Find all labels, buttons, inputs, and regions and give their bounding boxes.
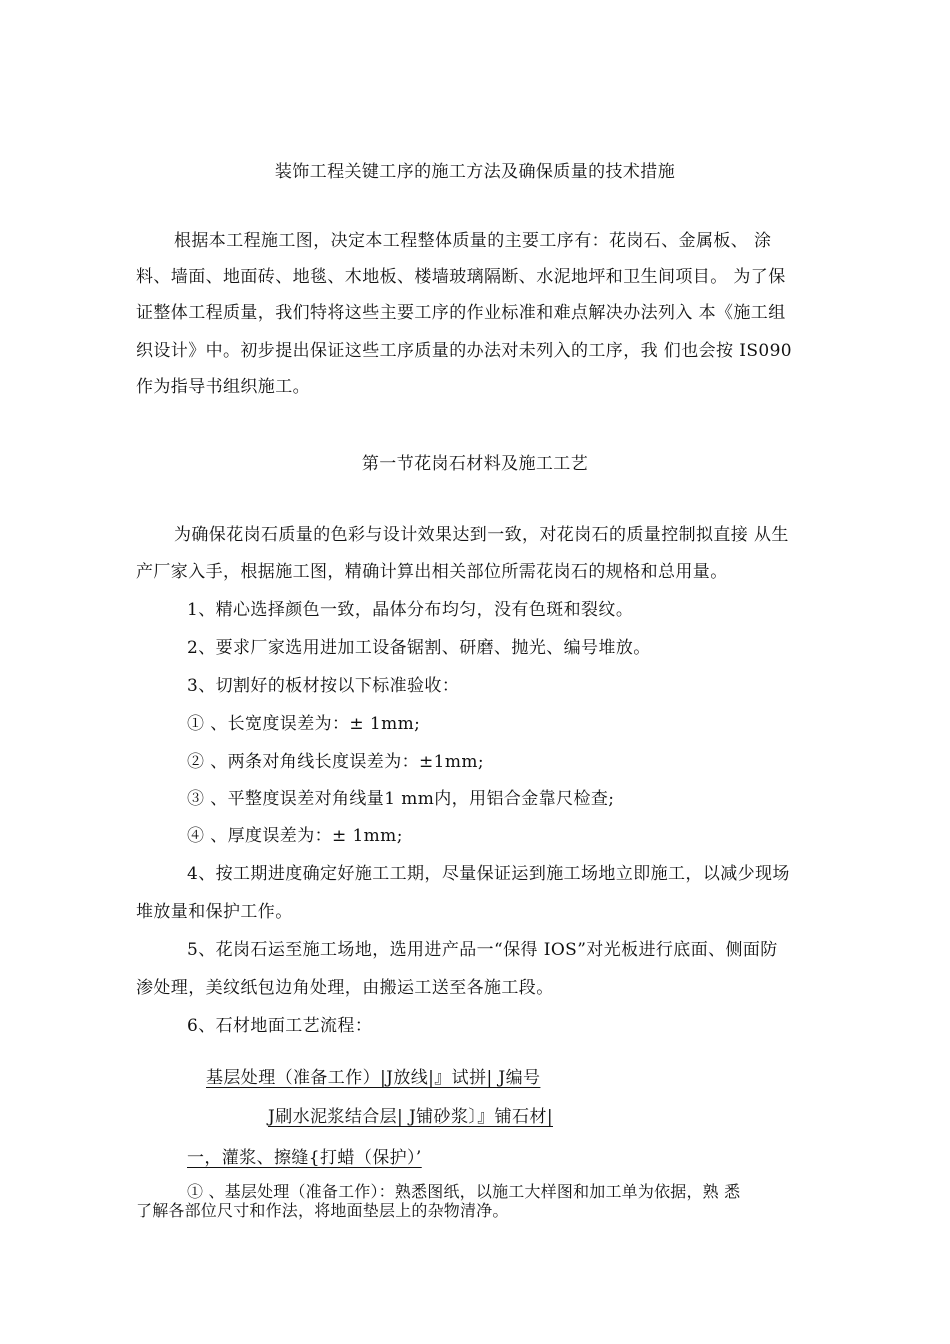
section-intro-line-1: 为确保花岗石质量的色彩与设计效果达到一致，对花岗石的质量控制拟直接 从生 — [174, 525, 789, 545]
flow-line-3: 一，灌浆、擦缝{打蜡（保护）’ — [187, 1148, 422, 1168]
item6-line: 6、石材地面工艺流程： — [187, 1016, 373, 1036]
flow-line-2: J刷水泥浆结合层| J铺砂浆〕』铺石材| — [268, 1107, 553, 1127]
section-intro-line-2: 产厂家入手，根据施工图，精确计算出相关部位所需花岗石的规格和总用量。 — [136, 562, 728, 582]
sub-item-1: ① 、长宽度误差为：± 1mm; — [187, 714, 421, 734]
intro-line-3: 证整体工程质量，我们特将这些主要工序的作业标准和难点解决办法列入 本《施工组 — [136, 303, 786, 323]
intro-line-4: 织设计》中。初步提出保证这些工序质量的办法对未列入的工序，我 们也会按 IS090 — [136, 341, 793, 361]
sub-item-4: ④ 、厚度误差为：± 1mm; — [187, 826, 403, 846]
flow-line-1: 基层处理（准备工作）|J放线|』试拼| J编号 — [206, 1068, 541, 1088]
document-title: 装饰工程关键工序的施工方法及确保质量的技术措施 — [274, 162, 676, 182]
sub-item-3: ③ 、平整度误差对角线量1 mm内，用铝合金靠尺检查; — [187, 789, 615, 809]
item5-line-2: 渗处理，美纹纸包边角处理，由搬运工送至各施工段。 — [136, 978, 554, 998]
list-item-1: 1、精心选择颜色一致，晶体分布均匀，没有色斑和裂纹。 — [187, 600, 634, 620]
step1-line-2: 了解各部位尺寸和作法，将地面垫层上的杂物清净。 — [136, 1201, 509, 1220]
intro-line-1: 根据本工程施工图，决定本工程整体质量的主要工序有：花岗石、金属板、 涂 — [174, 231, 772, 251]
list-item-2: 2、要求厂家选用进加工设备锯割、研磨、抛光、编号堆放。 — [187, 638, 651, 658]
step1-line-1: ① 、基层处理（准备工作）：熟悉图纸，以施工大样图和加工单为依据，熟 悉 — [187, 1182, 741, 1201]
sub-item-2: ② 、两条对角线长度误差为：±1mm; — [187, 752, 485, 772]
item5-line-1: 5、花岗石运至施工场地，选用进产品一“保得 IOS”对光板进行底面、侧面防 — [187, 940, 778, 960]
item4-line-1: 4、按工期进度确定好施工工期，尽量保证运到施工场地立即施工，以减少现场 — [187, 864, 790, 884]
intro-line-5: 作为指导书组织施工。 — [136, 377, 310, 397]
intro-line-2: 料、墙面、地面砖、地毯、木地板、楼墙玻璃隔断、水泥地坪和卫生间项目。 为了保 — [136, 267, 786, 287]
list-item-3: 3、切割好的板材按以下标准验收： — [187, 676, 460, 696]
section-title: 第一节花岗石材料及施工工艺 — [361, 454, 589, 474]
item4-line-2: 堆放量和保护工作。 — [136, 902, 293, 922]
